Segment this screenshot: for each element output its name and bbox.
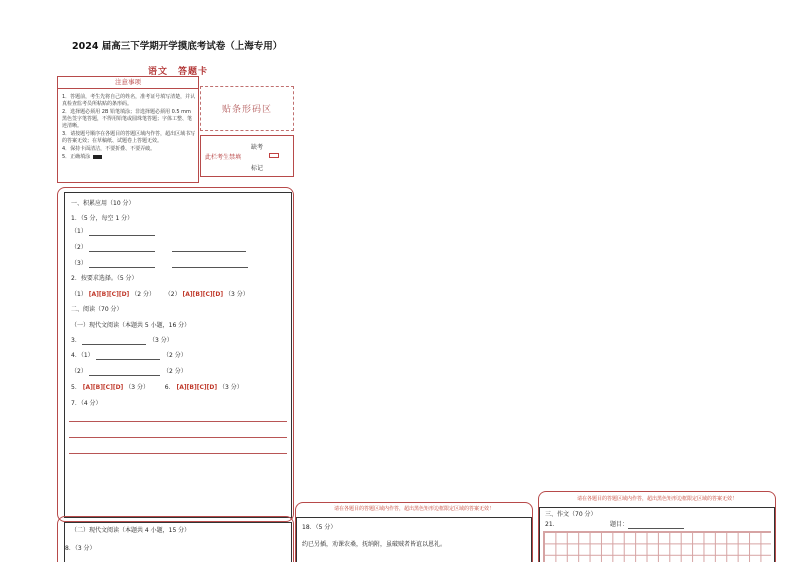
q4-part2-score: （2 分） xyxy=(163,368,187,375)
q18-passage: 约已另插，劝课农桑，抚纳附，虽破贼者皆谊以恩礼。 xyxy=(302,541,447,548)
absent-label: 缺考 xyxy=(251,144,264,151)
q6-options[interactable]: [A][B][C][D] xyxy=(176,384,218,391)
essay-topic-line[interactable] xyxy=(628,528,684,529)
exam-title: 2024 届高三下学期开学摸底考试卷（上海专用） xyxy=(72,41,283,52)
barcode-label: 贴条形码区 xyxy=(221,105,272,115)
q6-score: （3 分） xyxy=(219,384,243,391)
answer-area-warning: 请在各题目的答题区域内作答，超出黑色矩形边框限定区域的答案无效！ xyxy=(576,496,737,502)
question-7: 7．（4 分） xyxy=(71,400,102,407)
q5-label: 5． xyxy=(71,384,81,391)
notice-title: 注意事项 xyxy=(58,77,198,89)
q5-options[interactable]: [A][B][C][D] xyxy=(82,384,124,391)
notice-item: 4．保持卡面清洁，不要折叠、不要弄破。 xyxy=(62,146,156,152)
q5-score: （3 分） xyxy=(125,384,149,391)
notice-item-label: 5．正确填涂 xyxy=(62,154,91,160)
q2-part2-options[interactable]: [A][B][C][D] xyxy=(182,291,224,298)
notice-item-fill-example xyxy=(62,154,196,161)
barcode-area xyxy=(200,86,294,131)
section-two-answer-area xyxy=(64,522,292,562)
question-2: 2．按要求选择。（5 分） xyxy=(71,275,138,282)
section-heading: 二、阅读（70 分） xyxy=(71,306,123,313)
answer-line[interactable] xyxy=(172,267,248,268)
answer-line[interactable] xyxy=(89,251,155,252)
filled-bubble-icon xyxy=(93,155,102,159)
writing-line[interactable] xyxy=(69,453,287,454)
answer-line[interactable] xyxy=(89,267,155,268)
question-21: 21． xyxy=(545,521,559,528)
essay-grid[interactable] xyxy=(543,531,771,562)
answer-line[interactable] xyxy=(96,359,160,360)
notice-item: 2．选择题必须用 2B 铅笔填涂；非选择题必须用 0.5 mm 黑色签字笔答题，不得用铅笔或圆珠笔答题；字体工整、笔迹清晰。 xyxy=(62,109,193,129)
q2-part1-label: （1） xyxy=(71,291,87,298)
writing-line[interactable] xyxy=(69,437,287,438)
q4-part1-label: 4．（1） xyxy=(71,352,94,359)
middle-answer-area xyxy=(296,517,532,562)
q4-part2-label: （2） xyxy=(71,368,87,375)
absent-forbidden-label: 此栏考生禁填 xyxy=(205,154,242,161)
answer-line[interactable] xyxy=(172,251,246,252)
q2-part2-label: （2） xyxy=(164,291,181,298)
question-3 xyxy=(71,337,81,345)
essay-topic-label: 题目： xyxy=(610,521,629,528)
q2-part2-score: （3 分） xyxy=(225,291,249,298)
section-heading: 三、作文（70 分） xyxy=(545,511,597,518)
notice-item: 3．请按题号顺序在各题目的答题区域内作答，超出区域书写的答案无效；在草稿纸、试题卷上答题无效。 xyxy=(62,131,196,144)
notice-item: 1．答题前，考生先将自己的姓名，准考证号填写清楚，并认真检查监考员所粘贴的条形码。 xyxy=(62,94,196,107)
q2-choice-row xyxy=(71,291,249,299)
section-one-answer-area xyxy=(64,192,292,518)
question-8: 8．（3 分） xyxy=(65,545,96,552)
answer-line[interactable] xyxy=(82,344,146,345)
q4-part1-score: （2 分） xyxy=(163,352,187,359)
q1-row-label: （1） xyxy=(71,228,87,235)
answer-area-warning: 请在各题目的答题区域内作答，超出黑色矩形边框限定区域的答案无效！ xyxy=(333,506,494,512)
writing-line[interactable] xyxy=(69,421,287,422)
subsection-heading: （一）现代文阅读（本题共 5 小题，16 分） xyxy=(71,322,191,329)
subsection-heading: （二）现代文阅读（本题共 4 小题，15 分） xyxy=(71,527,191,534)
q1-row-label: （3） xyxy=(71,260,87,267)
q6-label: 6． xyxy=(164,384,175,391)
question-18: 18．（5 分） xyxy=(302,524,337,531)
q2-part1-options[interactable]: [A][B][C][D] xyxy=(88,291,130,298)
q1-row-label: （2） xyxy=(71,244,87,251)
answer-line[interactable] xyxy=(89,235,155,236)
absent-mark-label: 标记 xyxy=(251,165,264,172)
question-1: 1．（5 分，每空 1 分） xyxy=(71,215,134,222)
q2-part1-score: （2 分） xyxy=(131,291,155,298)
q3-score: （3 分） xyxy=(149,337,173,344)
answer-card-title: 语文 答题卡 xyxy=(148,67,209,77)
absent-checkbox[interactable] xyxy=(269,153,279,158)
q3-label: 3． xyxy=(71,337,81,344)
notice-box xyxy=(57,76,199,183)
absent-mark-box xyxy=(200,135,294,177)
notice-list xyxy=(62,94,196,162)
section-heading: 一、积累应用（10 分） xyxy=(71,200,135,207)
answer-line[interactable] xyxy=(89,375,160,376)
q5-q6-choice-row xyxy=(71,384,243,392)
